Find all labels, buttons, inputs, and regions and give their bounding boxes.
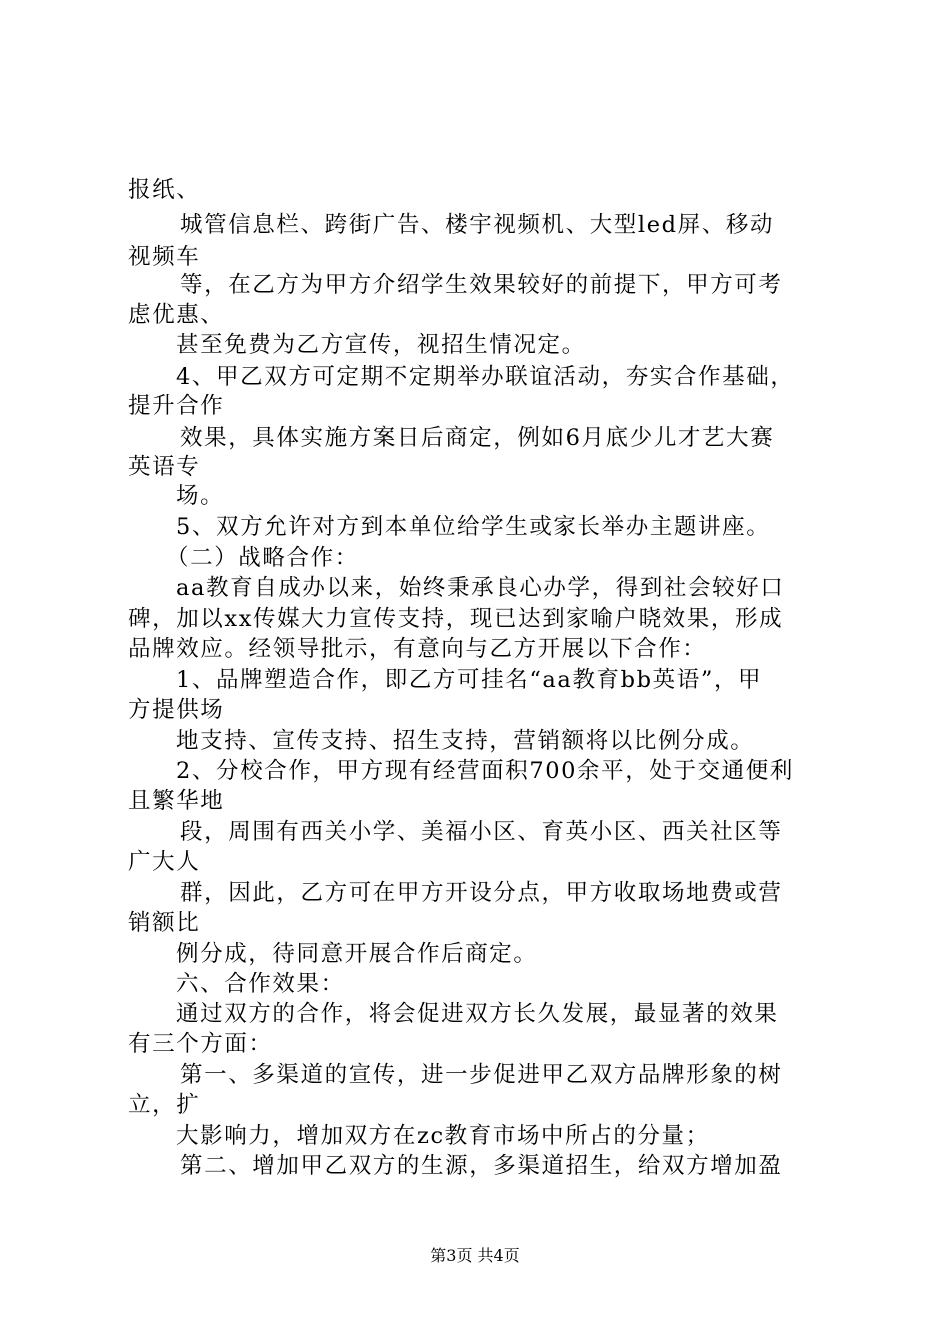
- text-line: 效果，具体实施方案日后商定，例如6月底少儿才艺大赛: [180, 425, 775, 451]
- text-line: 提升合作: [128, 393, 225, 419]
- text-line: 方提供场: [128, 697, 225, 723]
- text-line: 虑优惠、: [128, 302, 225, 328]
- text-line: 1、品牌塑造合作，即乙方可挂名“aa教育bb英语”，甲: [176, 667, 763, 693]
- text-line: 群，因此，乙方可在甲方开设分点，甲方收取场地费或营: [180, 880, 783, 906]
- text-line: 例分成，待同意开展合作后商定。: [176, 941, 538, 967]
- text-line: 品牌效应。经领导批示，有意向与乙方开展以下合作：: [128, 636, 707, 662]
- text-line: 第二、增加甲乙双方的生源，多渠道招生，给双方增加盈: [180, 1153, 783, 1179]
- text-line: 等，在乙方为甲方介绍学生效果较好的前提下，甲方可考: [180, 272, 783, 298]
- text-line: 报纸、: [128, 177, 201, 203]
- section-heading: （二）战略合作：: [166, 545, 359, 571]
- text-line: 大影响力，增加双方在zc教育市场中所占的分量；: [176, 1123, 710, 1149]
- text-line: 销额比: [128, 910, 201, 936]
- section-heading: 六、合作效果：: [176, 971, 345, 997]
- text-line: 且繁华地: [128, 788, 225, 814]
- text-line: 第一、多渠道的宣传，进一步促进甲乙双方品牌形象的树: [180, 1062, 783, 1088]
- text-line: aa教育自成办以来，始终秉承良心办学，得到社会较好口: [176, 575, 785, 601]
- text-line: 城管信息栏、跨街广告、楼宇视频机、大型led屏、移动: [180, 212, 775, 238]
- text-line: 地支持、宣传支持、招生支持，营销额将以比例分成。: [176, 728, 755, 754]
- text-line: 视频车: [128, 244, 201, 270]
- text-line: 2、分校合作，甲方现有经营面积700余平，处于交通便利: [176, 758, 794, 784]
- text-line: 立，扩: [128, 1092, 201, 1118]
- text-line: 广大人: [128, 849, 201, 875]
- page-footer: 第3页 共4页: [430, 1246, 520, 1265]
- text-line: 4、甲乙双方可定期不定期举办联谊活动，夯实合作基础，: [176, 364, 795, 390]
- text-line: 通过双方的合作，将会促进双方长久发展，最显著的效果: [176, 1001, 779, 1027]
- text-line: 有三个方面：: [128, 1031, 273, 1057]
- text-line: 场。: [176, 483, 225, 509]
- text-line: 英语专: [128, 454, 201, 480]
- text-line: 段，周围有西关小学、美福小区、育英小区、西关社区等: [180, 819, 783, 845]
- text-line: 甚至免费为乙方宣传，视招生情况定。: [176, 332, 586, 358]
- text-line: 碑，加以xx传媒大力宣传支持，现已达到家喻户晓效果，形成: [128, 606, 784, 632]
- text-line: 5、双方允许对方到本单位给学生或家长举办主题讲座。: [176, 514, 771, 540]
